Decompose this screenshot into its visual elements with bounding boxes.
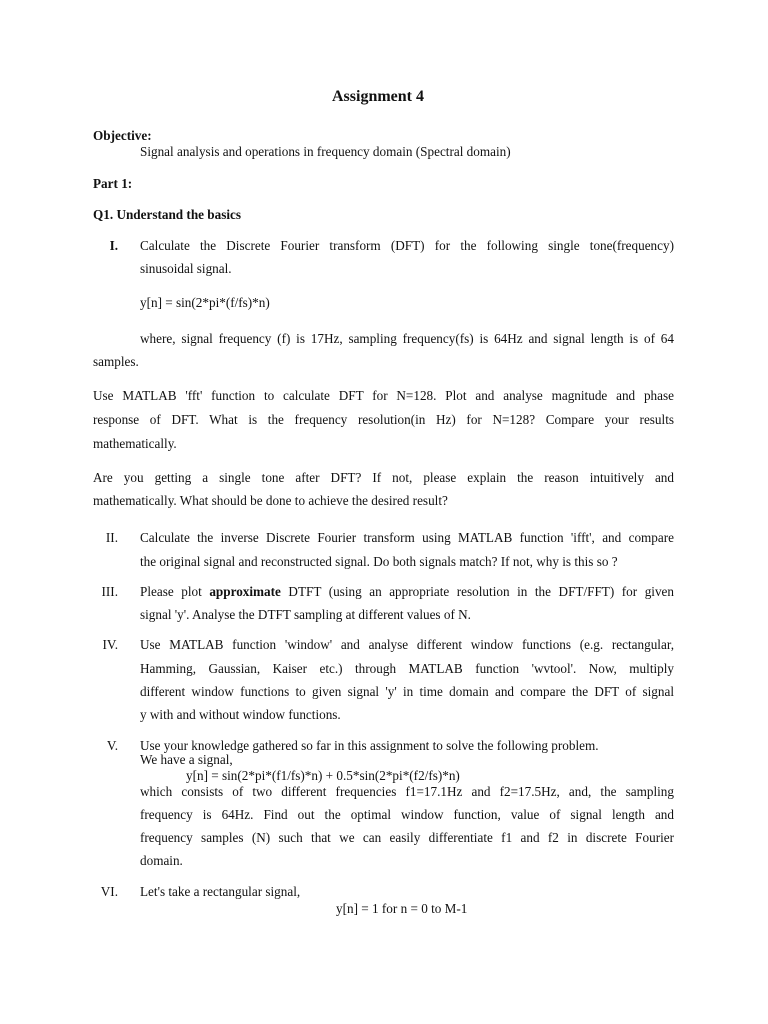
objective-text: Signal analysis and operations in frequency domain (Spectral domain) xyxy=(140,144,511,159)
item-text-line: frequency is 64Hz. Find out the optimal window function, value of signal length and xyxy=(140,807,674,822)
item-text-line: sinusoidal signal. xyxy=(140,261,232,276)
item-text-line: the original signal and reconstructed signal. Do both signals match? If not, why is this so ? xyxy=(140,554,618,569)
item-text-line: Use MATLAB function 'window' and analyse different window functions (e.g. rectangular, xyxy=(140,637,674,652)
equation: y[n] = sin(2*pi*(f/fs)*n) xyxy=(140,295,270,310)
item-text-line xyxy=(140,584,674,600)
paragraph-line: mathematically. What should be done to achieve the desired result? xyxy=(93,493,448,508)
text-segment: Please plot xyxy=(140,584,202,599)
item-text-line: different window functions to given signal 'y' in time domain and compare the DFT of signal xyxy=(140,684,674,699)
item-text-line: Use your knowledge gathered so far in this assignment to solve the following problem. xyxy=(140,738,599,753)
item-text-line: domain. xyxy=(140,853,183,868)
item-text-line: Hamming, Gaussian, Kaiser etc.) through MATLAB function 'wvtool'. Now, multiply xyxy=(140,661,674,676)
question-heading: Q1. Understand the basics xyxy=(93,207,242,222)
paragraph-line: Are you getting a single tone after DFT? If not, please explain the reason intuitively and xyxy=(93,470,674,485)
item-number: I. xyxy=(109,238,118,253)
item-number: II. xyxy=(105,530,118,545)
objective-label: Objective: xyxy=(93,128,152,143)
item-text-line: Calculate the Discrete Fourier transform (DFT) for the following single tone(frequency) xyxy=(140,238,674,253)
item-text-line: samples. xyxy=(93,354,139,369)
item-text-line: Calculate the inverse Discrete Fourier transform using MATLAB function 'ifft', and compare xyxy=(140,530,674,545)
item-number: V. xyxy=(106,738,118,753)
item-text-line: We have a signal, xyxy=(140,752,233,767)
item-text-line: frequency samples (N) such that we can easily differentiate f1 and f2 in discrete Fourier xyxy=(140,830,674,845)
item-text-line: signal 'y'. Analyse the DTFT sampling at different values of N. xyxy=(140,607,471,622)
emphasis-text: approximate xyxy=(209,584,281,599)
paragraph-line: mathematically. xyxy=(93,436,177,451)
item-text-line: which consists of two different frequencies f1=17.1Hz and f2=17.5Hz, and, the sampling xyxy=(140,784,674,799)
paragraph-line: Use MATLAB 'fft' function to calculate DFT for N=128. Plot and analyse magnitude and phase xyxy=(93,388,674,403)
item-text-line: y with and without window functions. xyxy=(140,707,341,722)
item-text-line: Let's take a rectangular signal, xyxy=(140,884,301,899)
item-number: III. xyxy=(101,584,118,599)
item-text-line: where, signal frequency (f) is 17Hz, sampling frequency(fs) is 64Hz and signal length is of 64 xyxy=(140,331,674,346)
item-number: VI. xyxy=(100,884,118,899)
paragraph-line: response of DFT. What is the frequency resolution(in Hz) for N=128? Compare your results xyxy=(93,412,674,427)
equation: y[n] = 1 for n = 0 to M-1 xyxy=(336,901,468,916)
text-segment: DTFT (using an appropriate resolution in the DFT/FFT) for given xyxy=(288,584,675,599)
equation: y[n] = sin(2*pi*(f1/fs)*n) + 0.5*sin(2*pi*(f2/fs)*n) xyxy=(186,768,460,783)
item-number: IV. xyxy=(102,637,118,652)
page-title: Assignment 4 xyxy=(332,88,425,105)
part-heading: Part 1: xyxy=(93,176,133,191)
